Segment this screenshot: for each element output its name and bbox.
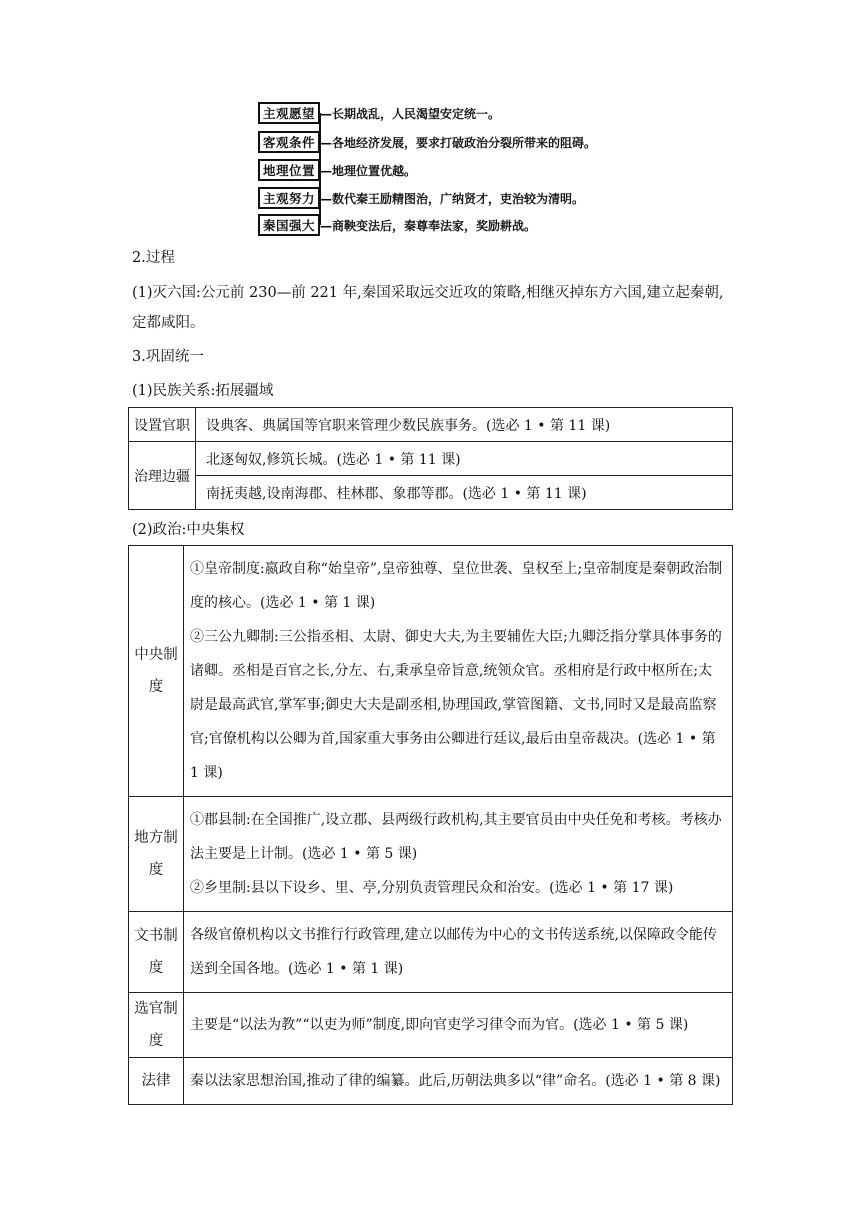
table-cell <box>184 797 733 912</box>
cell-line: 各级官僚机构以文书推行行政管理,建立以邮传为中心的文书传送系统,以保障政令能传送到全国各地。(选必 1 • 第 1 课) <box>190 927 717 977</box>
table-cell <box>184 1058 733 1105</box>
table-cell: 北逐匈奴,修筑长城。(选必 1 • 第 11 课) <box>196 442 733 476</box>
table-header-cell <box>129 1058 184 1105</box>
diagram-row <box>258 187 584 209</box>
cell-line: 秦以法家思想治国,推动了律的编纂。此后,历朝法典多以“律”命名。(选必 1 • 第 8 课) <box>190 1073 721 1089</box>
table-header-cell <box>129 993 184 1058</box>
diagram-text: —各地经济发展，要求打破政治分裂所带来的阻碍。 <box>320 135 597 150</box>
process-paragraph: (1)灭六国:公元前 230—前 221 年,秦国采取远交近攻的策略,相继灭掉东方六国,建立起秦朝,定都咸阳。 <box>132 285 724 331</box>
politics-table <box>128 545 733 1105</box>
diagram-text: —地理位置优越。 <box>320 163 417 178</box>
section-heading-process: 2.过程 <box>132 250 175 266</box>
cell-line: ②乡里制:县以下设乡、里、亭,分别负责管理民众和治安。(选必 1 • 第 17 课) <box>190 880 674 896</box>
diagram-row <box>258 159 416 181</box>
diagram-box: 主观努力 <box>258 187 320 209</box>
table-cell <box>184 546 733 797</box>
table-row <box>129 408 733 442</box>
table-header-cell: 治理边疆 <box>129 442 196 510</box>
diagram-box: 秦国强大 <box>258 214 320 236</box>
subheading-ethnic-relations: (1)民族关系:拓展疆域 <box>132 383 274 399</box>
row-head-label: 选官制度 <box>134 1001 178 1049</box>
diagram-row <box>258 214 536 236</box>
diagram-box: 地理位置 <box>258 159 320 181</box>
cell-line: ①郡县制:在全国推广,设立郡、县两级行政机构,其主要官员由中央任免和考核。考核办法主要是上计制。(选必 1 • 第 5 课) <box>190 812 722 862</box>
table-header-cell <box>129 546 184 797</box>
table-header-cell: 设置官职 <box>129 408 196 442</box>
table-cell: 设典客、典属国等官职来管理少数民族事务。(选必 1 • 第 11 课) <box>196 408 733 442</box>
table-row <box>129 546 733 797</box>
diagram-row <box>258 102 500 124</box>
table-cell <box>184 912 733 993</box>
row-head-label: 法律 <box>141 1073 171 1089</box>
ethnic-relations-table <box>128 407 733 510</box>
cell-line: ①皇帝制度:嬴政自称“始皇帝”,皇帝独尊、皇位世袭、皇权至上;皇帝制度是秦朝政治制度的核心。(选必 1 • 第 1 课) <box>190 561 723 611</box>
subheading-politics: (2)政治:中央集权 <box>132 522 245 538</box>
section-heading-consolidation: 3.巩固统一 <box>132 349 204 365</box>
row-head-label: 文书制度 <box>134 928 178 976</box>
diagram-box: 客观条件 <box>258 131 320 153</box>
table-row <box>129 442 733 476</box>
table-cell: 南抚夷越,设南海郡、桂林郡、象郡等郡。(选必 1 • 第 11 课) <box>196 476 733 510</box>
diagram-text: —长期战乱，人民渴望安定统一。 <box>320 106 501 121</box>
table-row <box>129 476 733 510</box>
table-cell <box>184 993 733 1058</box>
table-row <box>129 1058 733 1105</box>
table-row <box>129 797 733 912</box>
table-row <box>129 993 733 1058</box>
table-header-cell <box>129 797 184 912</box>
row-head-label: 中央制度 <box>134 647 178 695</box>
cell-line: ②三公九卿制:三公指丞相、太尉、御史大夫,为主要辅佐大臣;九卿泛指分掌具体事务的诸卿。丞相是百官之长,分左、右,秉承皇帝旨意,统领众官。丞相府是行政中枢所在;太尉是最高武官,掌军事;御史大夫是副丞相,协理国政,掌管图籍、文书,同时又是最高监察官;官僚机构以公卿为首,国家重大事务由公卿进行廷议,最后由皇帝裁决。(选必 1 • 第 1 课) <box>190 629 722 781</box>
diagram-text: —商鞅变法后，秦尊奉法家，奖励耕战。 <box>320 218 537 233</box>
table-row <box>129 912 733 993</box>
diagram-text: —数代秦王励精图治，广纳贤才，吏治较为清明。 <box>320 191 585 206</box>
diagram-row <box>258 131 596 153</box>
row-head-label: 地方制度 <box>134 830 178 878</box>
cell-line: 主要是“以法为教”“以吏为师”制度,即向官吏学习律令而为官。(选必 1 • 第 5 课) <box>190 1017 689 1033</box>
diagram-box: 主观愿望 <box>258 102 320 124</box>
table-header-cell <box>129 912 184 993</box>
